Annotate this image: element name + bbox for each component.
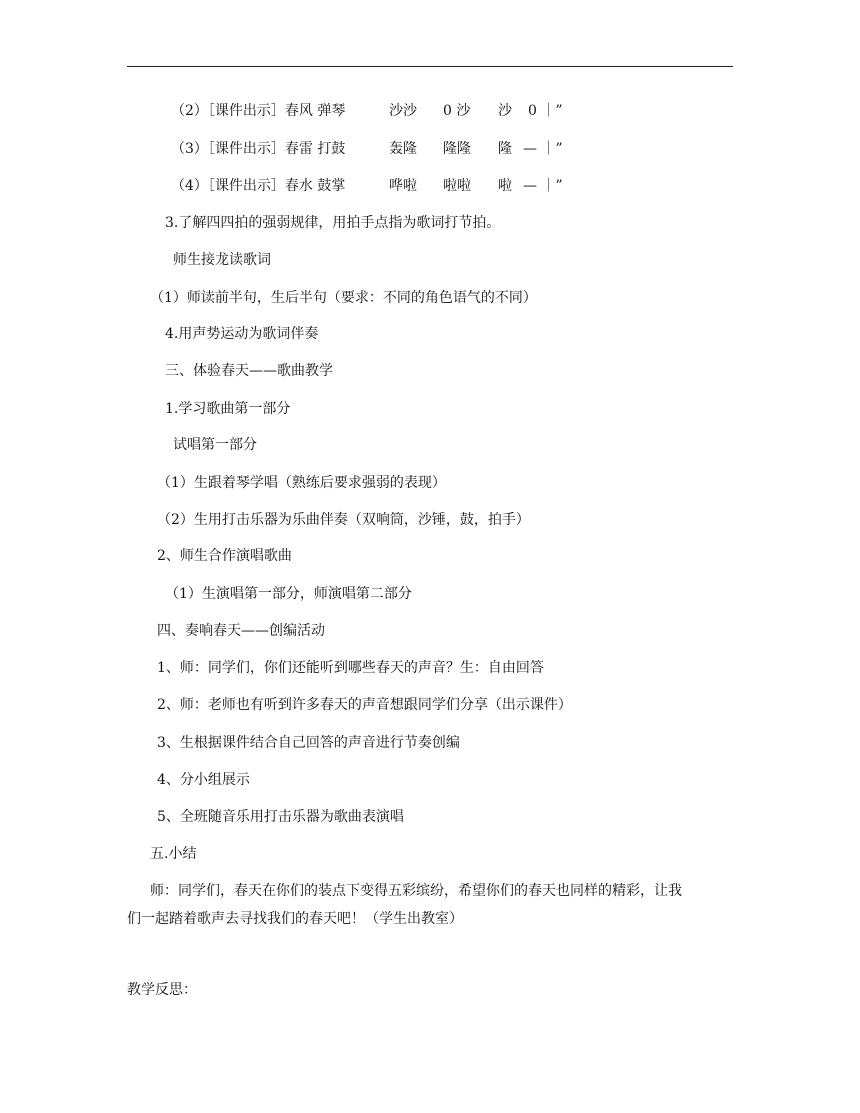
- body-text: （1）生演唱第一部分，师演唱第二部分: [165, 586, 412, 602]
- step-heading: 2、师生合作演唱歌曲: [157, 548, 292, 564]
- rhythm-label: （4）［课件出示］春水 鼓掌: [171, 178, 346, 194]
- body-text: 1、师：同学们，你们还能听到哪些春天的声音？生：自由回答: [157, 660, 544, 676]
- rhythm-label: （3）［课件出示］春雷 打鼓: [171, 141, 346, 157]
- summary-line: 们一起踏着歌声去寻找我们的春天吧！（学生出教室）: [127, 911, 463, 927]
- body-text: 2、师：老师也有听到许多春天的声音想跟同学们分享（出示课件）: [157, 697, 572, 713]
- rhythm-beat: 啦啦: [443, 178, 471, 194]
- rhythm-beat: 哗啦: [389, 178, 417, 194]
- rhythm-label: （2）［课件出示］春风 弹琴: [171, 103, 346, 119]
- rhythm-beat: 0 ｜”: [528, 103, 563, 119]
- rhythm-beat: 轰隆: [389, 141, 417, 157]
- body-text: （1）生跟着琴学唱（熟练后要求强弱的表现）: [157, 475, 446, 491]
- rhythm-beat: 隆: [498, 141, 512, 157]
- body-text: （1）师读前半句，生后半句（要求：不同的角色语气的不同）: [150, 290, 537, 306]
- section-heading: 四、奏响春天——创编活动: [157, 623, 325, 639]
- section-heading: 三、体验春天——歌曲教学: [165, 363, 333, 379]
- rhythm-beat: — ｜”: [523, 141, 563, 157]
- header-rule: [127, 66, 733, 67]
- rhythm-beat: — ｜”: [523, 178, 563, 194]
- rhythm-beat: 沙沙: [389, 103, 417, 119]
- step-heading: 3.了解四四拍的强弱规律，用拍手点指为歌词打节拍。: [165, 215, 501, 231]
- rhythm-beat: 0 沙: [443, 103, 471, 119]
- body-text: 5、全班随音乐用打击乐器为歌曲表演唱: [157, 809, 404, 825]
- rhythm-beat: 沙: [498, 103, 512, 119]
- body-text: （2）生用打击乐器为乐曲伴奏（双响筒，沙锤，鼓，拍手）: [157, 512, 530, 528]
- body-text: 师生接龙读歌词: [173, 252, 271, 268]
- body-text: 3、生根据课件结合自己回答的声音进行节奏创编: [157, 735, 460, 751]
- rhythm-beat: 隆隆: [443, 141, 471, 157]
- rhythm-beat: 啦: [498, 178, 512, 194]
- section-heading: 五.小结: [150, 846, 197, 862]
- body-text: 4、分小组展示: [157, 772, 250, 788]
- step-heading: 4.用声势运动为歌词伴奏: [165, 326, 319, 342]
- summary-line: 师：同学们，春天在你们的装点下变得五彩缤纷，希望你们的春天也同样的精彩，让我: [150, 883, 682, 899]
- reflection-label: 教学反思：: [127, 982, 197, 998]
- step-heading: 1.学习歌曲第一部分: [165, 401, 291, 417]
- body-text: 试唱第一部分: [173, 437, 257, 453]
